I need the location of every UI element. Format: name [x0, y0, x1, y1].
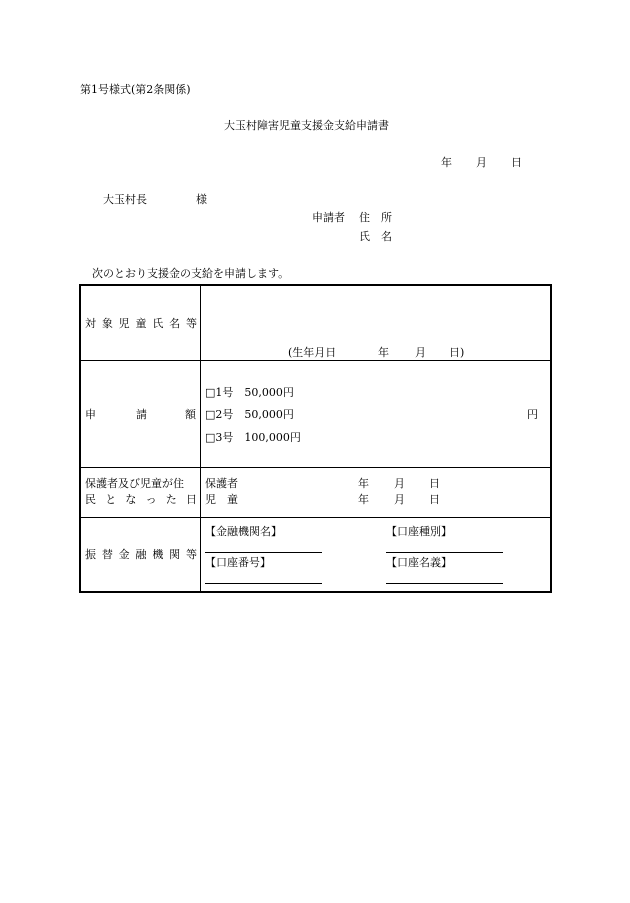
residence-child-label: 児 童	[205, 493, 238, 506]
account-number-label: 【口座番号】	[205, 556, 271, 569]
residence-guardian-label: 保護者	[205, 477, 238, 490]
account-type-label: 【口座種別】	[386, 525, 452, 538]
target-child-label: 対象児童氏名等	[85, 317, 197, 330]
intro-text: 次のとおり支援金の支給を申請します。	[92, 267, 290, 280]
residence-guardian-day: 日	[429, 477, 440, 490]
application-table	[79, 284, 552, 593]
amount-option-3[interactable]: □3号 100,000円	[205, 431, 301, 444]
account-type-field[interactable]	[386, 552, 503, 553]
residence-guardian-month: 月	[394, 477, 405, 490]
addressee-name: 大玉村長	[103, 193, 147, 206]
row-divider	[81, 467, 550, 468]
birth-year: 年	[378, 346, 389, 359]
account-holder-label: 【口座名義】	[386, 556, 452, 569]
amount-option-1[interactable]: □1号 50,000円	[205, 386, 294, 399]
account-number-field[interactable]	[205, 583, 322, 584]
residence-child-year: 年	[358, 493, 369, 506]
account-holder-field[interactable]	[386, 583, 503, 584]
amount-yen-unit: 円	[527, 408, 538, 421]
amount-option-2[interactable]: □2号 50,000円	[205, 408, 294, 421]
date-day: 日	[511, 156, 522, 169]
date-month: 月	[476, 156, 487, 169]
form-number: 第1号様式(第2条関係)	[80, 83, 191, 96]
date-year: 年	[441, 156, 452, 169]
birth-day: 日)	[449, 346, 465, 359]
bank-institution-label: 【金融機関名】	[205, 525, 282, 538]
label-column-divider	[200, 286, 201, 591]
row-divider	[81, 360, 550, 361]
amount-label-2: 請	[136, 408, 147, 421]
applicant-address-label: 住 所	[359, 211, 392, 224]
residence-label-line1: 保護者及び児童が住	[85, 477, 184, 490]
amount-label-1: 申	[85, 408, 96, 421]
bank-label: 振替金融機関等	[85, 548, 197, 561]
birth-month: 月	[415, 346, 426, 359]
bank-institution-field[interactable]	[205, 552, 322, 553]
form-title: 大玉村障害児童支援金支給申請書	[224, 119, 389, 132]
residence-child-day: 日	[429, 493, 440, 506]
applicant-label: 申請者	[312, 211, 345, 224]
addressee-honorific: 様	[196, 193, 207, 206]
residence-label-line2: 民となった日	[85, 493, 197, 506]
row-divider	[81, 517, 550, 518]
applicant-name-label: 氏 名	[359, 230, 392, 243]
residence-guardian-year: 年	[358, 477, 369, 490]
birth-date-prefix: (生年月日	[288, 346, 337, 359]
residence-child-month: 月	[394, 493, 405, 506]
amount-label-3: 額	[185, 408, 196, 421]
